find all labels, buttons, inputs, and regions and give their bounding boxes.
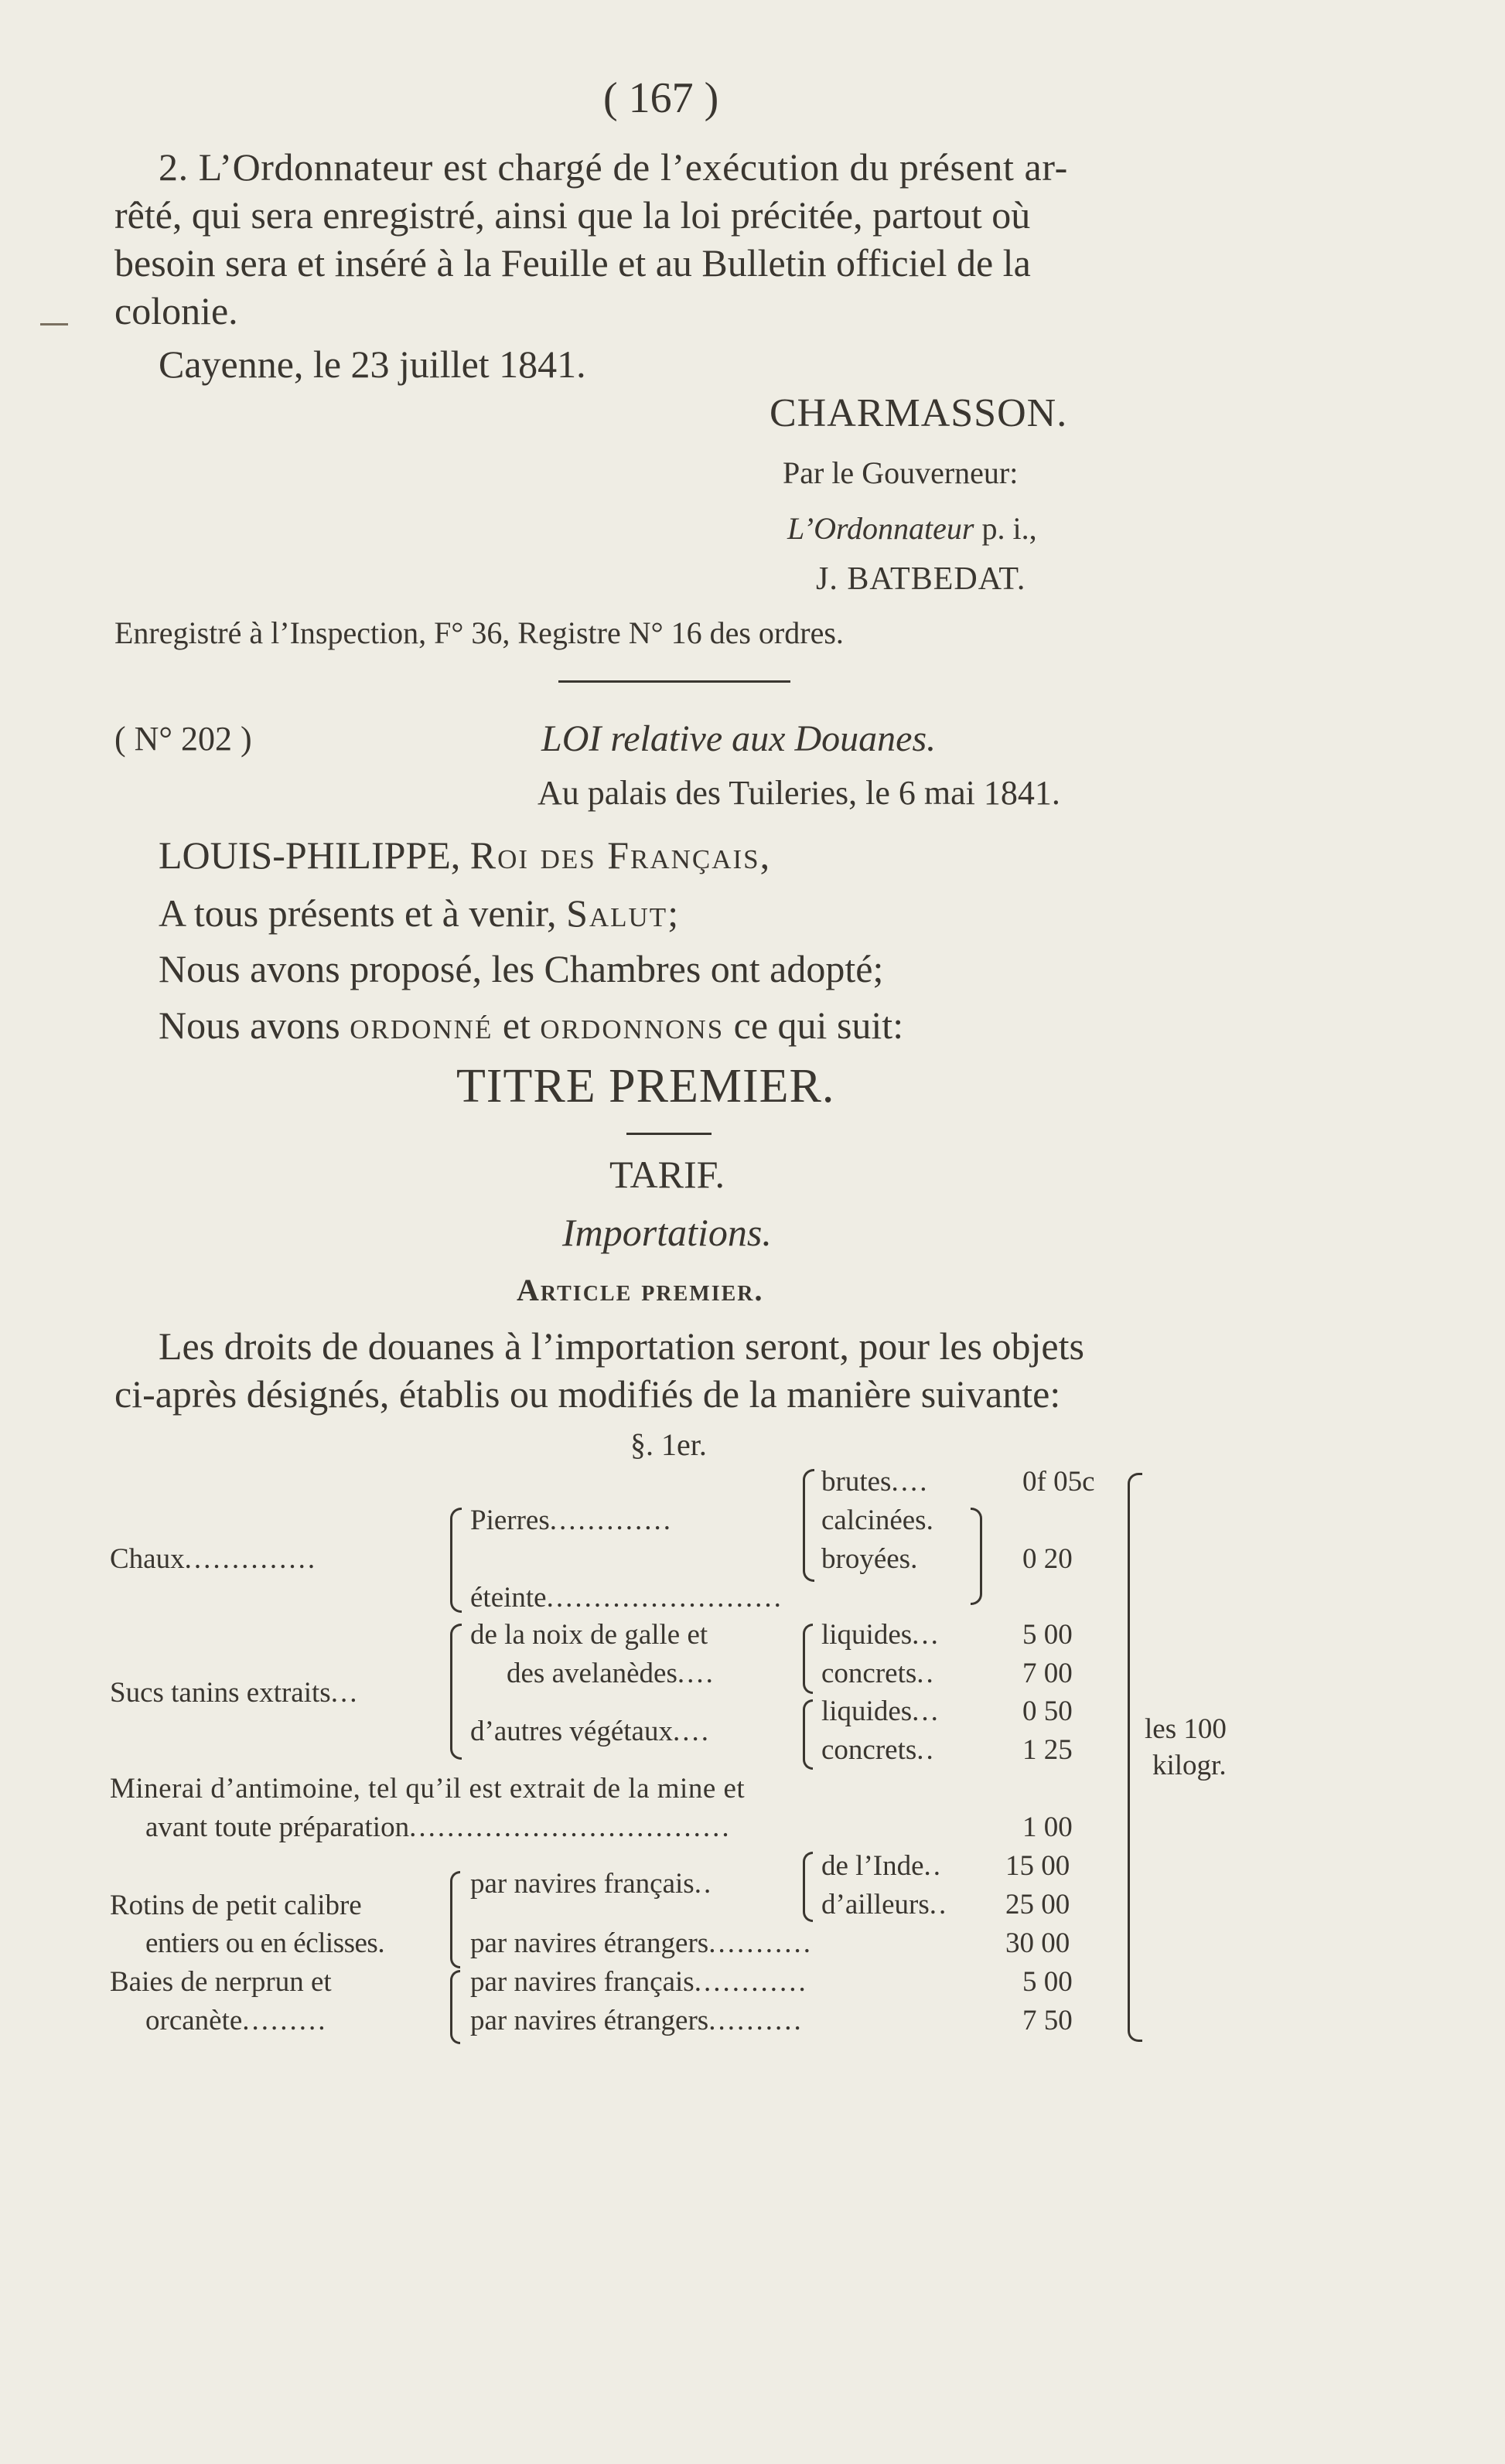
para2-line3: besoin sera et inséré à la Feuille et au Bulletin officiel de la (114, 241, 1031, 285)
calc-broy-brace (971, 1508, 982, 1605)
greeting-salut: Salut (566, 891, 668, 935)
king-line (159, 831, 771, 879)
baies-par-fr-text: par navires français (470, 1966, 694, 1998)
leader-dots: .... (672, 1716, 711, 1747)
noix-concrets-text: concrets (821, 1658, 917, 1689)
rotins-line1: Rotins de petit calibre (110, 1890, 362, 1921)
page-number: ( 167 ) (603, 74, 719, 122)
margin-mark (40, 323, 68, 325)
baies-par-fr (470, 1965, 808, 1999)
baies-par-etr (470, 2004, 804, 2037)
autres-liquides-text: liquides (821, 1695, 913, 1727)
rotins-inde (821, 1849, 943, 1883)
baies-brace (450, 1970, 460, 2044)
autres-concrets (821, 1733, 936, 1767)
value-aut-liq: 0 50 (1022, 1695, 1073, 1727)
rotins-par-etr (470, 1927, 813, 1960)
law-title: LOI relative aux Douanes. (541, 718, 937, 759)
eteinte-label (470, 1581, 783, 1614)
leader-dots: .. (929, 1889, 949, 1920)
importations-heading: Importations. (562, 1211, 772, 1254)
leader-dots: .......... (708, 2005, 804, 2036)
noix-line2-text: des avelanèdes (507, 1658, 677, 1689)
para2-line2: rêté, qui sera enregistré, ainsi que la loi précitée, partout où (114, 193, 1031, 237)
chaux-label (110, 1542, 317, 1576)
leader-dots: ............ (694, 1966, 808, 1998)
article-heading: Article premier. (517, 1273, 764, 1307)
greeting-end: ; (667, 891, 679, 935)
eteinte-text: éteinte (470, 1582, 547, 1614)
para2-line1: 2. L’Ordonnateur est chargé de l’exécution du présent ar- (159, 145, 1068, 189)
proposal-line: Nous avons proposé, les Chambres ont adopté; (159, 947, 884, 990)
leader-dots: ......................... (546, 1582, 783, 1614)
order-text-a: Nous avons (159, 1004, 340, 1047)
pierres-brace (803, 1469, 814, 1582)
titre-rule (626, 1133, 712, 1135)
leader-dots: .. (694, 1868, 714, 1900)
unit-brace (1128, 1473, 1142, 2042)
unit-line1: les 100 (1145, 1713, 1227, 1745)
leader-dots: ........... (708, 1927, 813, 1959)
unit-line2: kilogr. (1152, 1750, 1227, 1781)
leader-dots: .................................. (409, 1811, 732, 1843)
noix-line1: de la noix de galle et (470, 1619, 708, 1651)
noix-liquides-text: liquides (821, 1619, 913, 1651)
value-baies-fr: 5 00 (1022, 1966, 1073, 1998)
rotins-brace (450, 1871, 460, 1968)
calcinees-label: calcinées. (821, 1505, 933, 1536)
order-line (159, 1001, 903, 1049)
value-ailleurs: 25 00 (1005, 1889, 1070, 1920)
order-ordonnons: ordonnons (540, 1004, 725, 1047)
greeting-text: A tous présents et à venir, (159, 891, 557, 935)
titre-premier: TITRE PREMIER. (456, 1060, 835, 1113)
baies-line2 (145, 2004, 328, 2037)
rotins-par-etr-text: par navires étrangers (470, 1927, 709, 1959)
enregistre: Enregistré à l’Inspection, F° 36, Registre N° 16 des ordres. (114, 615, 844, 650)
value-rotins-etr: 30 00 (1005, 1927, 1070, 1959)
pierres-label (470, 1504, 673, 1537)
ordonnateur-title: L’Ordonnateur (787, 511, 974, 546)
leader-dots: ... (330, 1677, 360, 1709)
noix-liquides (821, 1618, 940, 1651)
intro-line1: Les droits de douanes à l’importation seront, pour les objets (159, 1324, 1084, 1368)
noix-brace (803, 1624, 813, 1694)
value-noix-con: 7 00 (1022, 1658, 1073, 1689)
value-aut-con: 1 25 (1022, 1734, 1073, 1766)
value-noix-liq: 5 00 (1022, 1619, 1073, 1651)
leader-dots: ... (912, 1695, 940, 1727)
leader-dots: .. (916, 1658, 936, 1689)
separator-rule (558, 680, 790, 683)
par-le-gouverneur: Par le Gouverneur: (783, 455, 1019, 490)
chaux-text: Chaux (110, 1543, 185, 1575)
rotins-ailleurs (821, 1888, 948, 1921)
value-minerai: 1 00 (1022, 1811, 1073, 1843)
law-number: ( N° 202 ) (114, 720, 252, 758)
leader-dots: .... (677, 1658, 715, 1689)
law-place-date: Au palais des Tuileries, le 6 mai 1841. (538, 774, 1060, 812)
origin-brace (803, 1852, 813, 1922)
chaux-brace (450, 1508, 462, 1613)
leader-dots: .... (891, 1466, 930, 1498)
greeting-line (159, 889, 678, 937)
leader-dots: .............. (184, 1543, 318, 1575)
signature-name: CHARMASSON. (770, 391, 1068, 435)
baies-line2-text: orcanète (145, 2005, 243, 2036)
tarif-heading: TARIF. (609, 1153, 725, 1196)
rotins-line2: entiers ou en éclisses. (145, 1927, 385, 1959)
autres-brace (803, 1699, 813, 1770)
leader-dots: .. (916, 1734, 936, 1766)
value-inde: 15 00 (1005, 1850, 1070, 1882)
king-name: LOUIS-PHILIPPE, (159, 833, 461, 877)
batbedat: J. BATBEDAT. (816, 561, 1026, 597)
order-text-e: ce qui suit: (733, 1004, 904, 1047)
value-brutes: 0f 05c (1022, 1466, 1095, 1498)
brutes-label (821, 1465, 929, 1498)
autres-liquides (821, 1695, 940, 1728)
ordonnateur-suffix: p. i., (974, 511, 1037, 546)
sucs-text: Sucs tanins extraits (110, 1677, 331, 1709)
minerai-line2-text: avant toute préparation (145, 1811, 410, 1843)
leader-dots: ............. (549, 1505, 673, 1536)
leader-dots: .. (923, 1850, 944, 1882)
rotins-par-fr (470, 1867, 713, 1900)
sucs-label (110, 1676, 359, 1709)
autres-label (470, 1715, 711, 1748)
ordonnateur-line (787, 510, 1037, 547)
section-mark: §. 1er. (630, 1427, 707, 1462)
sucs-brace (450, 1624, 462, 1760)
pierres-text: Pierres (470, 1505, 550, 1536)
minerai-line2 (145, 1811, 732, 1844)
baies-par-etr-text: par navires étrangers (470, 2005, 709, 2036)
place-date: Cayenne, le 23 juillet 1841. (159, 343, 586, 386)
king-title: Roi des Français, (469, 833, 772, 877)
intro-line2: ci-après désignés, établis ou modifiés de la manière suivante: (114, 1372, 1061, 1416)
rotins-inde-text: de l’Inde (821, 1850, 924, 1882)
brutes-text: brutes (821, 1466, 892, 1498)
noix-concrets (821, 1657, 936, 1690)
broyees-label: broyées. (821, 1543, 918, 1575)
leader-dots: ......... (242, 2005, 328, 2036)
autres-concrets-text: concrets (821, 1734, 917, 1766)
para2-line4: colonie. (114, 289, 238, 332)
order-ordonne: ordonné (350, 1004, 493, 1047)
value-calc-broy: 0 20 (1022, 1543, 1073, 1575)
rotins-ailleurs-text: d’ailleurs (821, 1889, 930, 1920)
value-baies-etr: 7 50 (1022, 2005, 1073, 2036)
autres-text: d’autres végétaux (470, 1716, 673, 1747)
baies-line1: Baies de nerprun et (110, 1966, 332, 1998)
leader-dots: ... (912, 1619, 940, 1651)
rotins-par-fr-text: par navires français (470, 1868, 694, 1900)
minerai-line1: Minerai d’antimoine, tel qu’il est extrait de la mine et (110, 1773, 746, 1805)
order-text-c: et (502, 1004, 531, 1047)
noix-line2 (507, 1657, 715, 1690)
